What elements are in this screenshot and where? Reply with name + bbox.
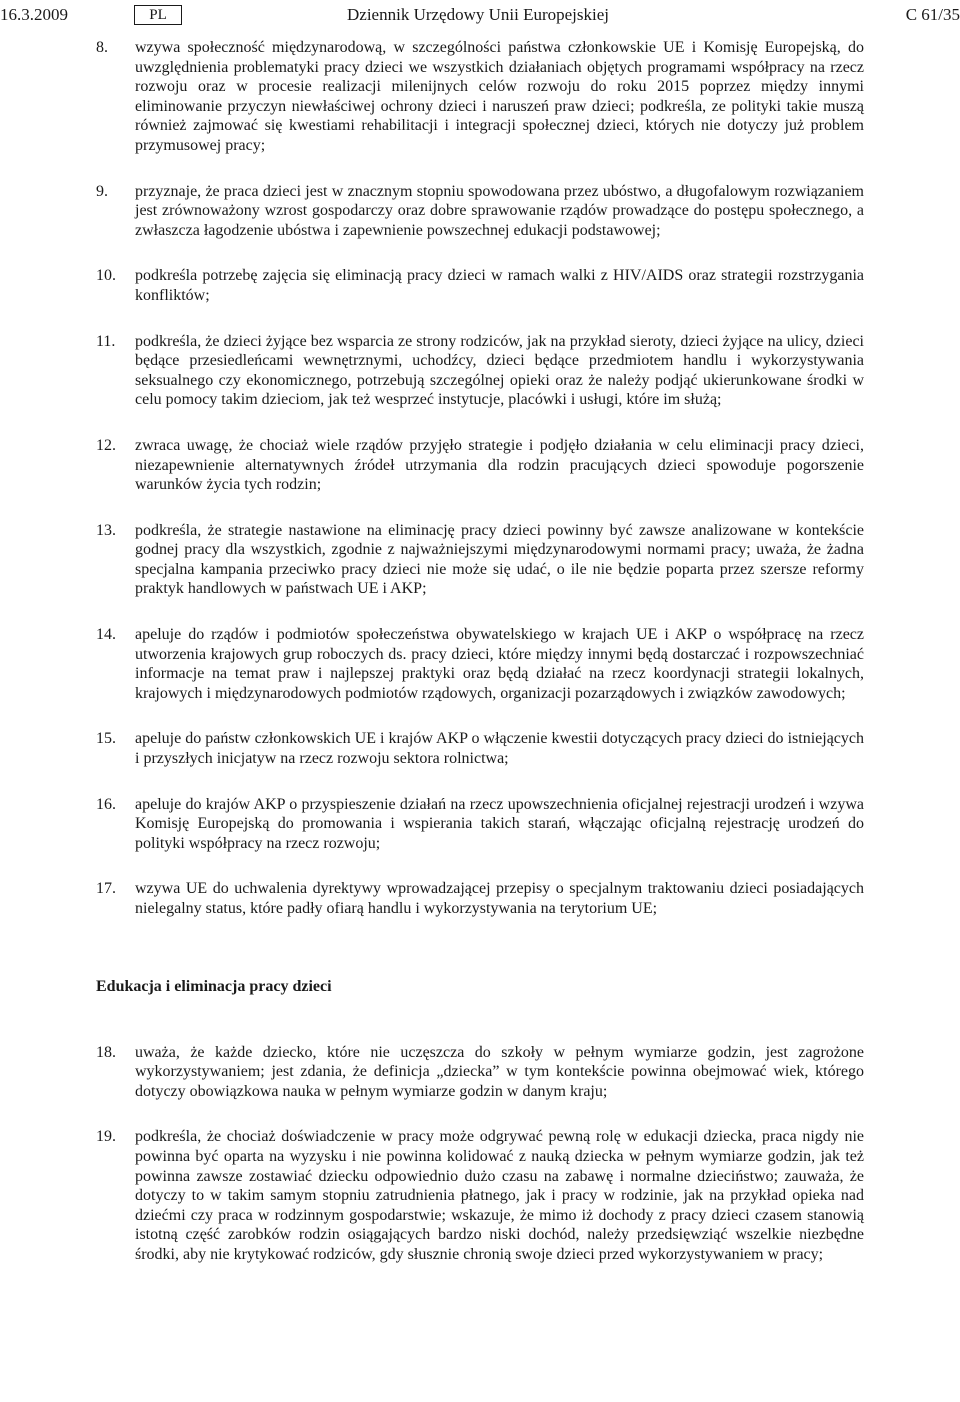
paragraph-text: apeluje do krajów AKP o przyspieszenie działań na rzecz upowszechnienia oficjalnej rejestracji urodzeń i wzywa Komisję Europejską do promowania i wspierania takich starań, włączając oficjalną rejestrację urodzeń do polityki współpracy na rzecz rozwoju; — [135, 795, 864, 852]
paragraph-number: 15. — [96, 730, 116, 748]
paragraph-list — [96, 1043, 864, 1265]
paragraph-text: podkreśla potrzebę zajęcia się eliminacją pracy dzieci w ramach walki z HIV/AIDS oraz strategii rozstrzygania konfliktów; — [135, 267, 864, 304]
numbered-paragraph — [96, 625, 864, 703]
numbered-paragraph — [96, 795, 864, 854]
paragraph-number: 11. — [96, 332, 116, 350]
numbered-paragraph — [96, 38, 864, 156]
paragraph-number: 19. — [96, 1128, 116, 1146]
numbered-paragraph — [96, 266, 864, 305]
paragraph-text: wzywa społeczność międzynarodową, w szczególności państwa członkowskie UE i Komisję Europejską, do uwzględnienia problematyki pracy dzieci we wszystkich działaniach objętych programami współpracy na rzecz rozwoju oraz w procesie realizacji milenijnych celów rozwoju do roku 2015 poprzez między innymi eliminowanie przyczyn niewłaściwej ochrony dzieci i naruszeń praw dzieci; podkreśla, ze polityki takie muszą również zajmować się kwestiami rehabilitacji i integracji społecznej dzieci, których nie dotyczy już problem przymusowej pracy; — [135, 39, 864, 154]
paragraph-number: 18. — [96, 1043, 116, 1061]
numbered-paragraph — [96, 332, 864, 410]
journal-title: Dziennik Urzędowy Unii Europejskiej — [347, 5, 610, 24]
paragraph-text: podkreśla, że strategie nastawione na eliminację pracy dzieci powinny być zawsze analizowane w kontekście godnej pracy dla wszystkich, zgodnie z najważniejszymi międzynarodowymi normami pracy; uważa, że żadna specjalna kampania przeciwko pracy dzieci nie może się udać, o ile nie będzie poparta przez szersze reformy praktyk handlowych w państwach UE i AKP; — [135, 521, 864, 598]
paragraph-number: 8. — [96, 39, 108, 56]
paragraph-number: 16. — [96, 795, 116, 813]
paragraph-number: 17. — [96, 880, 116, 898]
paragraph-text: apeluje do państw członkowskich UE i krajów AKP o włączenie kwestii dotyczących pracy dzieci do istniejących i przyszłych inicjatyw na rzecz rozwoju sektora rolnictwa; — [135, 730, 864, 768]
numbered-paragraph — [96, 1043, 864, 1102]
paragraph-number: 10. — [96, 267, 116, 285]
paragraph-text: podkreśla, że dzieci żyjące bez wsparcia ze strony rodziców, jak na przykład sieroty, dzieci żyjące na ulicy, dzieci będące przesiedleńcami wewnętrznymi, uchodźcy, dzieci będące przedmiotem handlu i wykorzystywania seksualnego czy ekonomicznego, potrzebują szczególnej opieki oraz że należy podjąć ukierunkowane środki w celu pomocy takim dzieciom, jak też wesprzeć instytucje, placówki i usługi, które im służą; — [135, 332, 864, 409]
paragraph-number: 12. — [96, 436, 116, 454]
numbered-paragraph — [96, 182, 864, 241]
paragraph-text: wzywa UE do uchwalenia dyrektywy wprowadzającej przepisy o specjalnym traktowaniu dzieci posiadających nielegalny status, które padły ofiarą handlu i wykorzystywania na terytorium UE; — [135, 880, 864, 917]
numbered-paragraph — [96, 521, 864, 599]
paragraph-number: 9. — [96, 182, 108, 200]
page-reference: C 61/35 — [905, 5, 960, 24]
resolution-body — [96, 38, 864, 1291]
numbered-paragraph — [96, 436, 864, 495]
paragraph-text: apeluje do rządów i podmiotów społeczeństwa obywatelskiego w krajach UE i AKP o współpracę na rzecz utworzenia krajowych grup roboczych ds. pracy dzieci, które między innymi będą dostarczać i rozpowszechniać informacje na temat praw i najlepszej praktyki oraz będą działać na rzecz koordynacji strategii lokalnych, krajowych i międzynarodowych podmiotów rządowych, organizacji pozarządowych i związków zawodowych; — [135, 626, 864, 702]
language-badge: PL — [134, 5, 182, 25]
paragraph-text: uważa, że każde dziecko, które nie uczęszcza do szkoły w pełnym wymiarze godzin, jest zagrożone wykorzystywaniem; jest zdania, że definicja „dziecka” w tym kontekście powinna obejmować wiek, którego dotyczy obowiązkowa nauka w pełnym wymiarze godzin w danym kraju; — [135, 1043, 864, 1100]
publication-date: 16.3.2009 — [0, 5, 68, 24]
section-heading: Edukacja i eliminacja pracy dzieci — [96, 977, 332, 995]
page-header — [0, 3, 960, 27]
paragraph-list — [96, 38, 864, 919]
numbered-paragraph — [96, 729, 864, 768]
paragraph-text: zwraca uwagę, że chociaż wiele rządów przyjęło strategie i podjęło działania w celu eliminacji pracy dzieci, niezapewnienie alternatywnych źródeł utrzymania dla rodzin pracujących dzieci spowoduje pogorszenie warunków życia tych rodzin; — [135, 436, 864, 494]
paragraph-text: przyznaje, że praca dzieci jest w znacznym stopniu spowodowana przez ubóstwo, a długofalowym rozwiązaniem jest zrównoważony wzrost gospodarczy oraz dobre sprawowanie rządów prowadzące do postępu społecznego, a zwłaszcza łagodzenie ubóstwa i zapewnienie powszechnej edukacji podstawowej; — [135, 182, 864, 239]
numbered-paragraph — [96, 1127, 864, 1264]
paragraph-number: 13. — [96, 521, 116, 539]
numbered-paragraph — [96, 879, 864, 918]
paragraph-text: podkreśla, że chociaż doświadczenie w pracy może odgrywać pewną rolę w edukacji dziecka, praca nigdy nie powinna być oparta na wyzysku i nie powinna kolidować z nauką dziecka w pełnym wymiarze godzin, jak też powinna zawsze zostawiać dziecku odpowiednio dużo czasu na zabawę i normalne dzieciństwo; zauważa, że dotyczy to w takim samym stopniu zatrudnienia płatnego, jak i pracy w rodzinie, jak na przykład opieka nad dziećmi czy praca w rodzinnym gospodarstwie; wskazuje, że mimo iż dochody z pracy dzieci czasem stanowią istotną część zarobków rodzin osiągających bardzo niski dochód, należy przedsięwziąć wszelkie niezbędne środki, aby nie krytykować rodziców, gdy słusznie chronią swoje dzieci przed wykorzystywaniem w pracy; — [135, 1128, 864, 1263]
paragraph-number: 14. — [96, 626, 116, 644]
